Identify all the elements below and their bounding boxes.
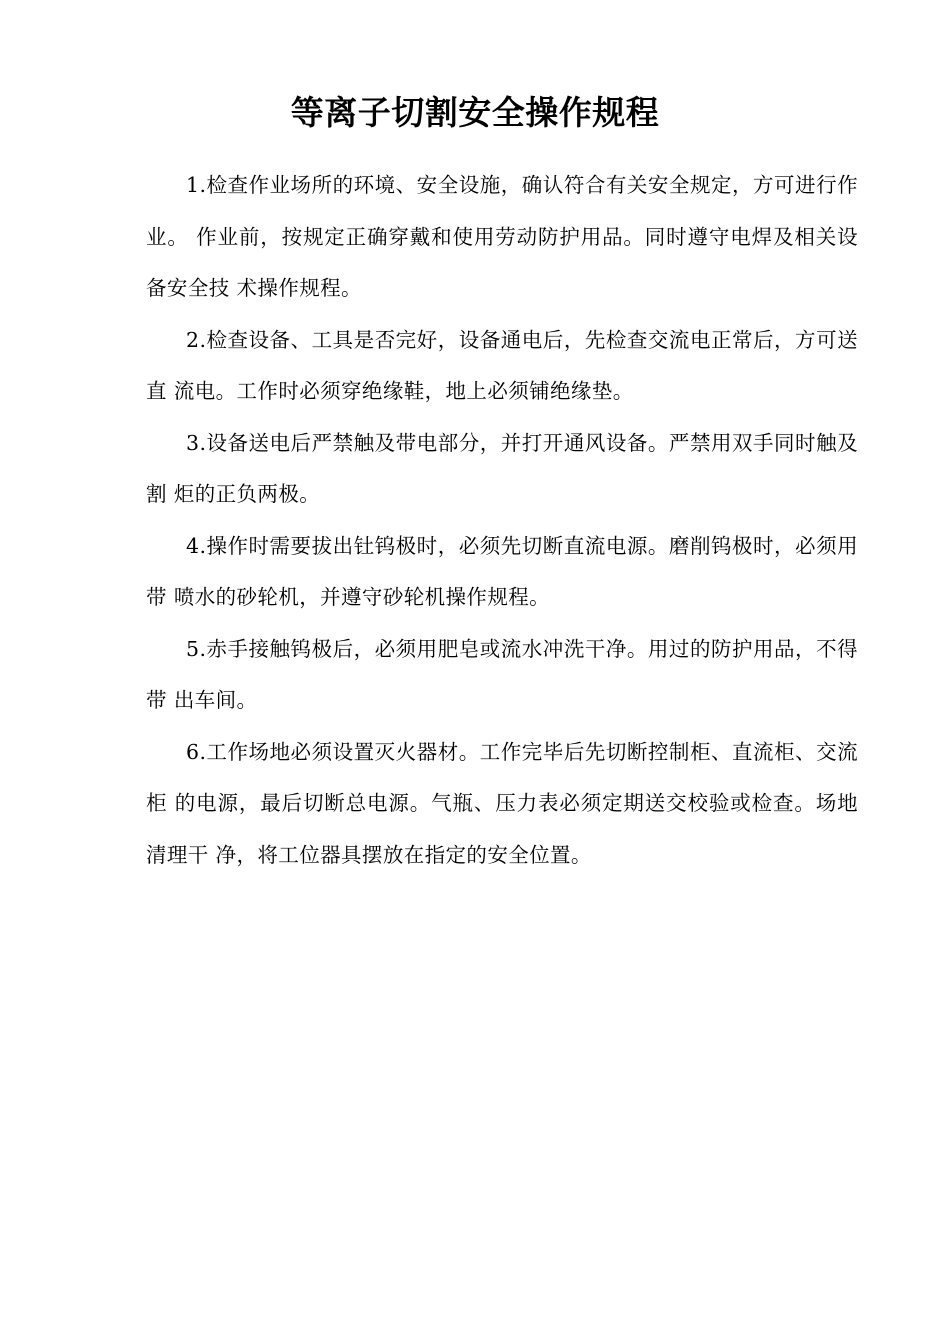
document-body: [146, 160, 858, 881]
document-title: 等离子切割安全操作规程: [290, 93, 660, 132]
paragraph-1: 1.检查作业场所的环境、安全设施，确认符合有关安全规定，方可进行作业。 作业前，按规定正确穿戴和使用劳动防护用品。同时遵守电焊及相关设备安全技 术操作规程。: [146, 173, 858, 300]
paragraph-4: 4.操作时需要拔出钍钨极时，必须先切断直流电源。磨削钨极时，必须用带 喷水的砂轮机，并遵守砂轮机操作规程。: [146, 533, 858, 609]
paragraph-6: 6.工作场地必须设置灭火器材。工作完毕后先切断控制柜、直流柜、交流柜 的电源，最后切断总电源。气瓶、压力表必须定期送交校验或检查。场地清理干 净，将工位器具摆放在指定的安全位置。: [146, 739, 858, 867]
paragraph-3: 3.设备送电后严禁触及带电部分，并打开通风设备。严禁用双手同时触及割 炬的正负两极。: [146, 430, 858, 506]
paragraph-2: 2.检查设备、工具是否完好，设备通电后，先检查交流电正常后，方可送直 流电。工作时必须穿绝缘鞋，地上必须铺绝缘垫。: [146, 327, 858, 403]
paragraph-5: 5.赤手接触钨极后，必须用肥皂或流水冲洗干净。用过的防护用品，不得带 出车间。: [146, 636, 858, 712]
